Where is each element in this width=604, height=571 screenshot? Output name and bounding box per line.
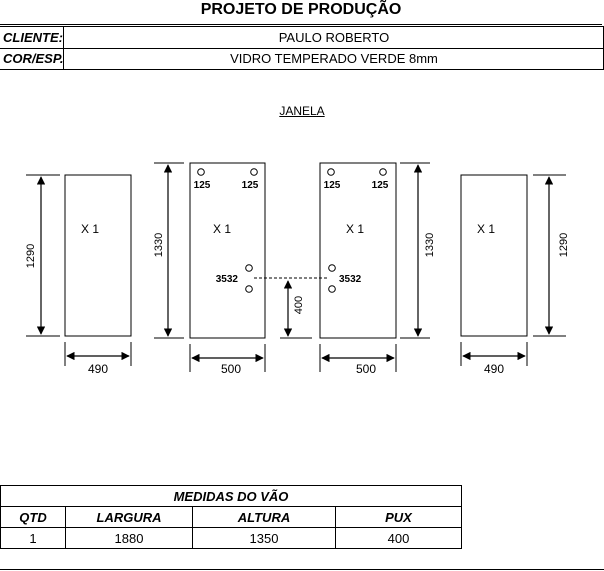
bottom-border (0, 569, 604, 570)
panel-4 (461, 175, 570, 376)
panel-4-qty: X 1 (476, 222, 496, 236)
header-largura: LARGURA (66, 507, 193, 528)
panel-3-width: 500 (355, 362, 377, 376)
panel-3-hole-top-left: 125 (323, 180, 341, 191)
panel-3 (320, 163, 436, 376)
panel-1-width: 490 (87, 362, 109, 376)
panel-3-qty: X 1 (345, 222, 365, 236)
cell-qtd: 1 (1, 528, 66, 549)
panel-3-hole-top-right: 125 (371, 180, 389, 191)
panel-2-hole-top-left: 125 (193, 180, 211, 191)
page-title: PROJETO DE PRODUÇÃO (0, 0, 602, 25)
panel-3-hole-side: 3532 (339, 274, 362, 285)
cor-value: VIDRO TEMPERADO VERDE 8mm (230, 51, 438, 66)
cell-pux: 400 (336, 528, 462, 549)
cell-altura: 1350 (193, 528, 336, 549)
client-label: CLIENTE: (0, 27, 64, 48)
panel-2-hole-top-right: 125 (241, 180, 259, 191)
medidas-table (0, 485, 462, 549)
panel-2 (153, 163, 265, 376)
header-altura: ALTURA (193, 507, 336, 528)
medidas-title: MEDIDAS DO VÃO (1, 486, 462, 507)
panel-2-width: 500 (220, 362, 242, 376)
panel-2-height: 1330 (153, 232, 165, 258)
panel-2-hole-side: 3532 (215, 274, 238, 285)
panel-1-qty: X 1 (80, 222, 100, 236)
header-pux: PUX (336, 507, 462, 528)
panel-3-height: 1330 (424, 232, 436, 258)
header-qtd: QTD (1, 507, 66, 528)
client-value: PAULO ROBERTO (278, 30, 390, 45)
handle-height: 400 (293, 295, 305, 315)
panel-1 (25, 175, 131, 376)
panel-4-height: 1290 (558, 232, 570, 258)
panel-1-height: 1290 (25, 243, 37, 269)
cor-label: COR/ESP. (0, 48, 64, 69)
cell-largura: 1880 (66, 528, 193, 549)
panel-4-width: 490 (483, 362, 505, 376)
panel-2-qty: X 1 (212, 222, 232, 236)
drawing-title: JANELA (279, 104, 325, 118)
